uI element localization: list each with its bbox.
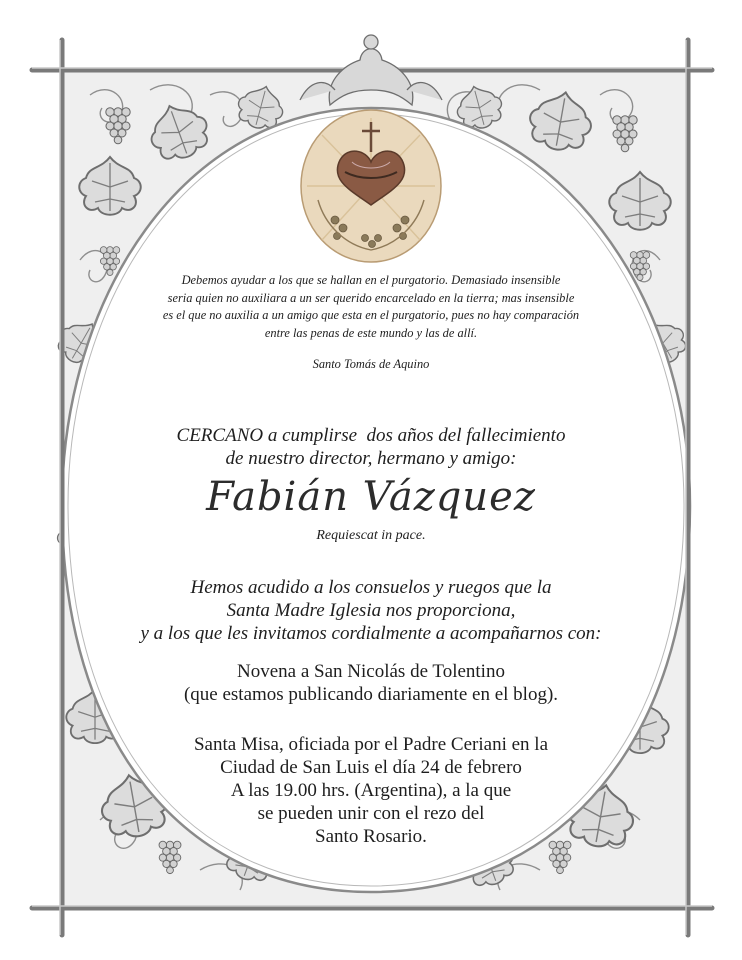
quote-line: entre las penas de este mundo y las de allí. <box>264 325 478 340</box>
mass-line: Ciudad de San Luis el día 24 de febrero <box>220 757 522 778</box>
mass-text <box>0 733 742 848</box>
mass-line: se pueden unir con el rezo del <box>257 803 485 824</box>
quote-text <box>0 272 742 342</box>
quote-author: Santo Tomás de Aquino <box>312 357 430 371</box>
deceased-name: Fabián Vázquez <box>206 474 536 520</box>
quote-line: es el que no auxilia a un amigo que esta en el purgatorio, pues no hay comparación <box>162 308 580 322</box>
mass-line: A las 19.00 hrs. (Argentina), a la que <box>230 780 512 801</box>
requiescat-text: Requiescat in pace. <box>316 528 426 543</box>
quote-line: seria quien no auxiliara a un ser querido encarcelado en la tierra; mas insensible <box>167 290 575 305</box>
mass-line: Santo Rosario. <box>315 826 427 847</box>
mass-line: Santa Misa, oficiada por el Padre Ceriani en la <box>193 734 548 755</box>
invitation-line: y a los que les invitamos cordialmente a acompañarnos con: <box>140 623 602 644</box>
invitation-text <box>0 576 742 645</box>
invitation-line: Hemos acudido a los consuelos y ruegos que la <box>190 577 552 598</box>
intro-line: de nuestro director, hermano y amigo: <box>225 448 517 469</box>
intro-text <box>0 424 742 470</box>
novena-line: (que estamos publicando diariamente en el blog). <box>183 684 559 705</box>
novena-line: Novena a San Nicolás de Tolentino <box>237 661 505 682</box>
sacred-heart-medallion <box>301 110 441 262</box>
intro-line: CERCANO a cumplirse dos años del fallecimiento <box>176 425 566 446</box>
invitation-line: Santa Madre Iglesia nos proporciona, <box>226 600 516 621</box>
quote-line: Debemos ayudar a los que se hallan en el purgatorio. Demasiado insensible <box>181 273 561 287</box>
novena-text <box>0 660 742 706</box>
